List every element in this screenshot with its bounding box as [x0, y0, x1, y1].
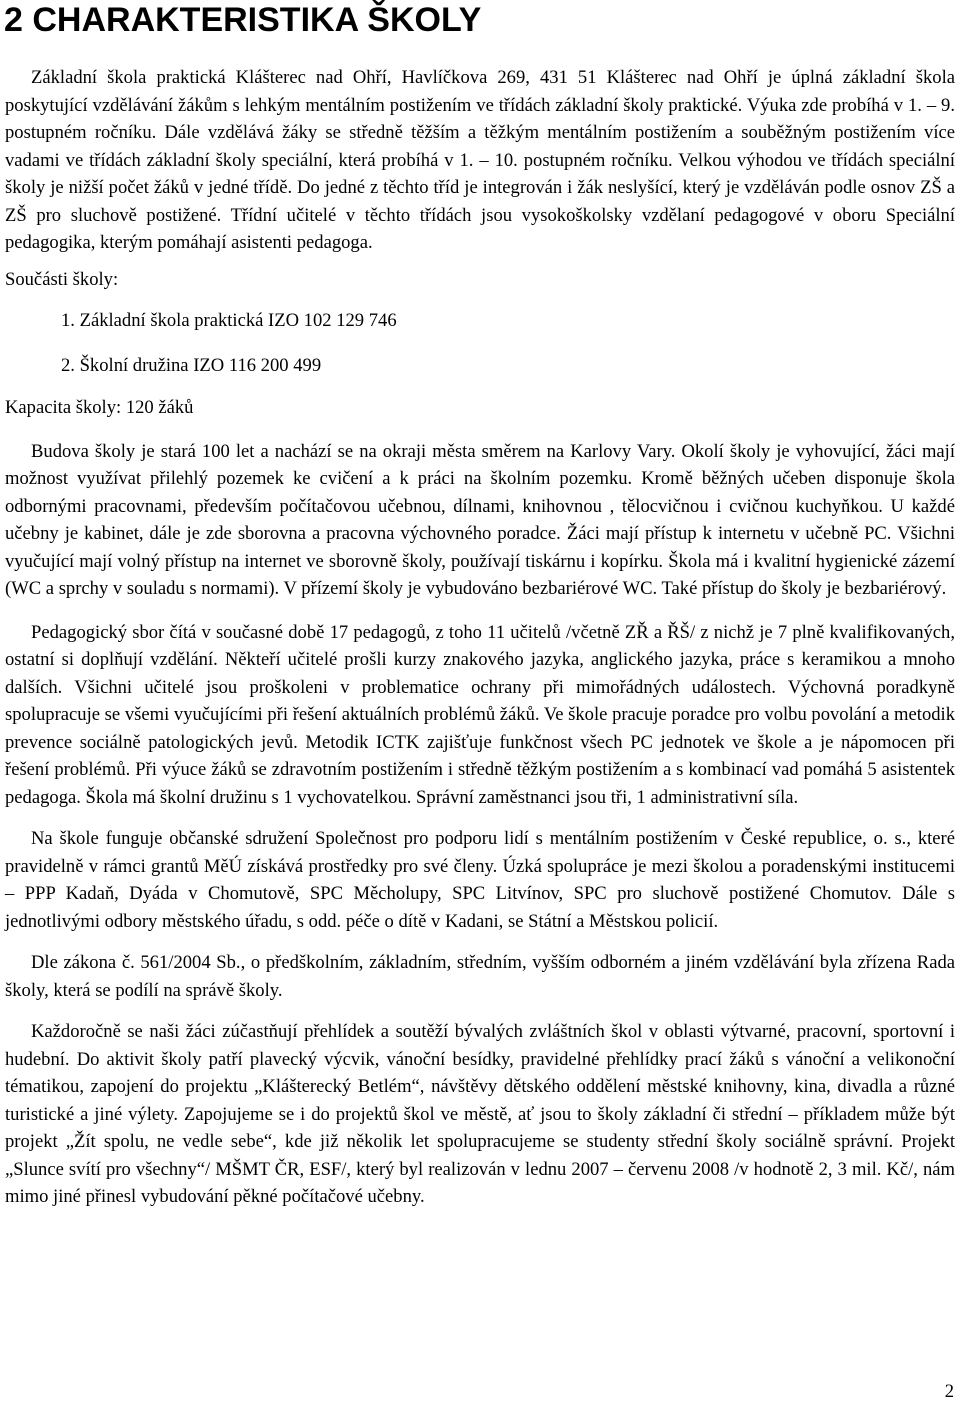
- intro-paragraph: Základní škola praktická Klášterec nad Ohří, Havlíčkova 269, 431 51 Klášterec nad Ohří je úplná základní škola poskytující vzdělávání žákům s lehkým mentálním postižením ve třídách základní školy praktické. Výuka zde probíhá v 1. – 9. postupném ročníku. Dále vzdělává žáky se středně těžším a těžkým mentálním postižením a souběžným postižením více vadami ve třídách základní školy speciální, která probíhá v 1. – 10. postupném ročníku. Velkou výhodou ve třídách speciální školy je nižší počet žáků v jedné třídě. Do jedné z těchto tříd je integrován i žák neslyšící, který je vzděláván podle osnov ZŠ a ZŠ pro sluchově postižené. Třídní učitelé v těchto třídách jsou vysokoškolsky vzdělaní pedagogové v oboru Speciální pedagogika, kterým pomáhají asistenti pedagoga.: [5, 67, 955, 253]
- activities-paragraph: Každoročně se naši žáci zúčastňují přehlídek a soutěží bývalých zvláštních škol v oblasti výtvarné, pracovní, sportovní i hudební. Do aktivit školy patří plavecký výcvik, vánoční besídky, pravidelné přehlídky prací žáků s vánoční a velikonoční tématikou, zapojení do projektu „Klášterecký Betlém“, návštěvy dětského oddělení městské knihovny, kina, divadla a různé turistické a jiné výlety. Zapojujeme se i do projektů škol ve městě, ať jsou to školy základní či střední – příkladem může být projekt „Žít spolu, ne vedle sebe“, kde již několik let spolupracujeme se studenty střední školy sociálně správní. Projekt „Slunce svítí pro všechny“/ MŠMT ČR, ESF/, který byl realizován v lednu 2007 – červenu 2008 /v hodnotě 2, 3 mil. Kč/, nám mimo jiné přinesl vybudování pěkné počítačové učebny.: [5, 1021, 955, 1207]
- school-parts-list: [5, 307, 955, 379]
- section-heading: 2 CHARAKTERISTIKA ŠKOLY: [4, 1, 482, 39]
- association-paragraph: Na škole funguje občanské sdružení Společnost pro podporu lidí s mentálním postižením v České republice, o. s., které pravidelně v rámci grantů MěÚ získává prostředky pro své členy. Úzká spolupráce je mezi školou a poradenskými institucemi – PPP Kadaň, Dyáda v Chomutově, SPC Měcholupy, SPC Litvínov, SPC pro sluchově postižené Chomutov. Dále s jednotlivými odbory městského úřadu, s odd. péče o dítě v Kadani, se Státní a Městskou policií.: [5, 828, 955, 932]
- list-item: 2. Školní družina IZO 116 200 499: [61, 354, 322, 376]
- page-number: 2: [944, 1381, 954, 1402]
- law-paragraph: Dle zákona č. 561/2004 Sb., o předškolním, základním, středním, vyšším odborném a jiném vzdělávání byla zřízena Rada školy, která se podílí na správě školy.: [5, 952, 955, 1001]
- school-parts-label: Součásti školy:: [5, 268, 119, 290]
- staff-paragraph: Pedagogický sbor čítá v současné době 17 pedagogů, z toho 11 učitelů /včetně ZŘ a ŘŠ/ z nichž je 7 plně kvalifikovaných, ostatní si doplňují vzdělání. Někteří učitelé prošli kurzy znakového jazyka, anglického jazyka, práce s keramikou a mnoho dalších. Všichni učitelé jsou proškoleni v problematice ochrany při mimořádných událostech. Výchovná poradkyně spolupracuje se všemi vyučujícími při řešení aktuálních problémů žáků. Ve škole pracuje poradce pro volbu povolání a metodik prevence sociálně patologických jevů. Metodik ICTK zajišťuje funkčnost všech PC jednotek ve škole a je nápomocen při řešení problémů. Při výuce žáků se zdravotním postižením i středně těžkým postižením a s kombinací vad pomáhá 5 asistentek pedagoga. Škola má školní družinu s 1 vychovatelkou. Správní zaměstnanci jsou tři, 1 administrativní síla.: [5, 621, 955, 808]
- document-body: [5, 64, 955, 1211]
- building-paragraph: Budova školy je stará 100 let a nachází se na okraji města směrem na Karlovy Vary. Okolí školy je vyhovující, žáci mají možnost využívat přilehlý pozemek ke cvičení a k práci na školním pozemku. Kromě běžných učeben disponuje škola odbornými pracovnami, především počítačovou učebnou, dílnami, knihovnou , tělocvičnou i cvičnou kuchyňkou. U každé učebny je kabinet, dále je zde sborovna a pracovna výchovného poradce. Žáci mají přístup k internetu v učebně PC. Všichni vyučující mají volný přístup na internet ve sborovně školy, používají tiskárnu i kopírku. Škola má i kvalitní hygienické zázemí (WC a sprchy v souladu s normami). V přízemí školy je vybudováno bezbariérové WC. Také přístup do školy je bezbariérový.: [5, 440, 955, 599]
- school-capacity: Kapacita školy: 120 žáků: [5, 397, 194, 418]
- list-item: 1. Základní škola praktická IZO 102 129 746: [61, 310, 397, 331]
